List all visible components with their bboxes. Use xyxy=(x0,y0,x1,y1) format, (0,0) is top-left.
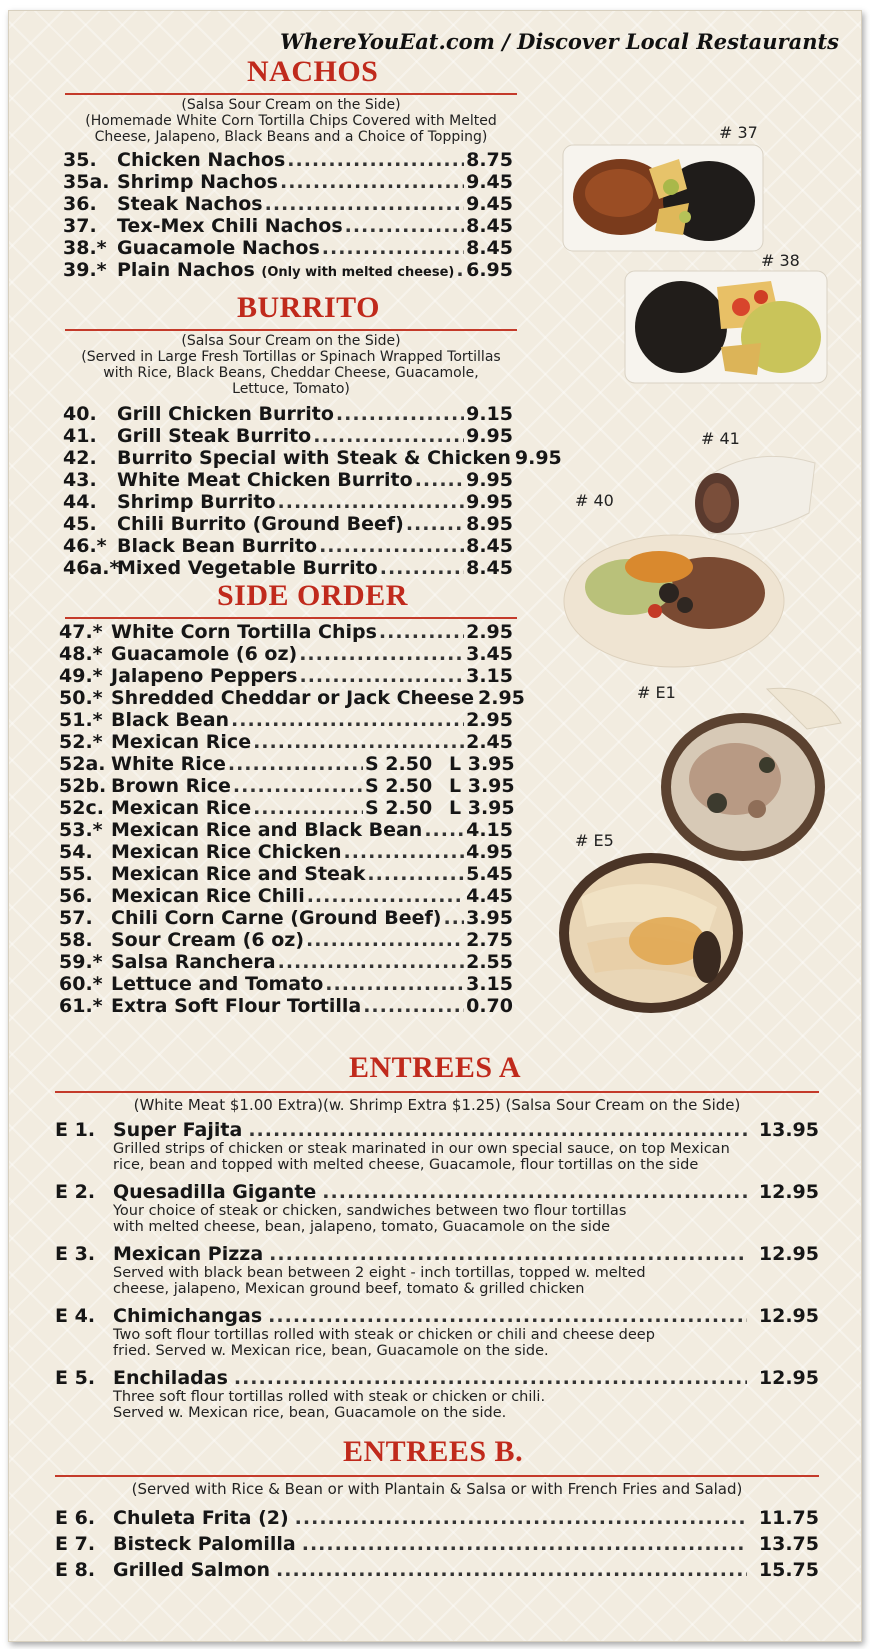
side-order-list xyxy=(59,621,525,1017)
photo-label-41: # 41 xyxy=(701,429,740,448)
menu-item: 39.* Plain Nachos (Only with melted cheese) ..... 6.95 xyxy=(63,259,513,281)
entrees-a-title: ENTREES A xyxy=(349,1051,522,1084)
burrito-photo-40 xyxy=(559,523,789,673)
menu-item: 55. Mexican Rice and Steak ..... 5.45 xyxy=(59,863,513,885)
nachos-photo-38 xyxy=(621,267,831,387)
burrito-rule xyxy=(65,329,517,331)
entrees-a-note: (White Meat $1.00 Extra)(w. Shrimp Extra $1.25) (Salsa Sour Cream on the Side) xyxy=(133,1096,741,1114)
photo-label-40: # 40 xyxy=(575,491,614,510)
menu-item: 40. Grill Chicken Burrito ..... 9.15 xyxy=(63,403,513,425)
site-watermark: WhereYouEat.com / Discover Local Restaurants xyxy=(280,29,839,54)
menu-item: 42. Burrito Special with Steak & Chicken 9.95 xyxy=(63,447,562,469)
menu-item: 45. Chili Burrito (Ground Beef) ..... 8.95 xyxy=(63,513,513,535)
menu-item: 52a. White Rice ..... S 2.50 L 3.95 xyxy=(59,753,513,775)
burrito-list xyxy=(63,403,562,579)
entree-item: E 6. Chuleta Frita (2) ..... 11.75 xyxy=(55,1507,819,1529)
menu-item: 44. Shrimp Burrito ..... 9.95 xyxy=(63,491,513,513)
burrito-note: (Salsa Sour Cream on the Side) (Served in Large Fresh Tortillas or Spinach Wrapped Tortillas with Rice, Black Beans, Cheddar Cheese, Guacamole, Lettuce, Tomato) xyxy=(81,333,501,397)
menu-item: 52b. Brown Rice ..... S 2.50 L 3.95 xyxy=(59,775,513,797)
photo-label-E5: # E5 xyxy=(575,831,614,850)
menu-item: 41. Grill Steak Burrito ..... 9.95 xyxy=(63,425,513,447)
entrees-a-rule xyxy=(55,1091,819,1093)
entrees-b-rule xyxy=(55,1475,819,1477)
menu-item: 35. Chicken Nachos ..... 8.75 xyxy=(63,149,513,171)
menu-item: 60.* Lettuce and Tomato ..... 3.15 xyxy=(59,973,513,995)
entree-item: E 3. Mexican Pizza ..... 12.95 Served with black bean between 2 eight - inch tortillas, topped w. melted cheese, jalapeno, Mexican ground beef, tomato & grilled chicken xyxy=(55,1243,819,1297)
menu-item: 56. Mexican Rice Chili ..... 4.45 xyxy=(59,885,513,907)
photo-label-38: # 38 xyxy=(761,251,800,270)
nachos-note: (Salsa Sour Cream on the Side) (Homemade White Corn Tortilla Chips Covered with Melted Cheese, Jalapeno, Black Beans and a Choice of Topping) xyxy=(85,97,497,145)
menu-page xyxy=(8,10,862,1642)
menu-item: 48.* Guacamole (6 oz) ..... 3.45 xyxy=(59,643,513,665)
menu-item: 52.* Mexican Rice ..... 2.45 xyxy=(59,731,513,753)
photo-label-E1: # E1 xyxy=(637,683,676,702)
entree-item: E 1. Super Fajita ..... 13.95 Grilled strips of chicken or steak marinated in our own special sauce, on top Mexican rice, bean and topped with melted cheese, Guacamole, flour tortillas on the side xyxy=(55,1119,819,1173)
nachos-title: NACHOS xyxy=(247,55,379,88)
menu-item: 36. Steak Nachos ..... 9.45 xyxy=(63,193,513,215)
entree-item: E 2. Quesadilla Gigante ..... 12.95 Your choice of steak or chicken, sandwiches between two flour tortillas with melted cheese, bean, jalapeno, tomato, Guacamole on the side xyxy=(55,1181,819,1235)
entrees-b-note: (Served with Rice & Bean or with Plantain & Salsa or with French Fries and Salad) xyxy=(131,1480,743,1498)
entree-item: E 4. Chimichangas ..... 12.95 Two soft flour tortillas rolled with steak or chicken or chili and cheese deep fried. Served w. Mexican rice, bean, Guacamole on the side. xyxy=(55,1305,819,1359)
entree-photo-E5 xyxy=(557,847,747,1017)
menu-item: 57. Chili Corn Carne (Ground Beef) ..... 3.95 xyxy=(59,907,513,929)
menu-item: 47.* White Corn Tortilla Chips ..... 2.95 xyxy=(59,621,513,643)
entree-photo-E1 xyxy=(657,683,847,863)
nachos-photo-37 xyxy=(559,139,769,257)
menu-item: 43. White Meat Chicken Burrito ..... 9.95 xyxy=(63,469,513,491)
nachos-rule xyxy=(65,93,517,95)
side-order-title: SIDE ORDER xyxy=(217,579,408,612)
menu-item: 50.* Shredded Cheddar or Jack Cheese 2.95 xyxy=(59,687,525,709)
photo-label-37: # 37 xyxy=(719,123,758,142)
entree-item: E 7. Bisteck Palomilla ..... 13.75 xyxy=(55,1533,819,1555)
menu-item: 58. Sour Cream (6 oz) ..... 2.75 xyxy=(59,929,513,951)
side-order-rule xyxy=(65,617,517,619)
menu-item: 37. Tex-Mex Chili Nachos ..... 8.45 xyxy=(63,215,513,237)
entrees-b-title: ENTREES B. xyxy=(343,1435,524,1468)
menu-item: 35a. Shrimp Nachos ..... 9.45 xyxy=(63,171,513,193)
entree-item: E 5. Enchiladas ..... 12.95 Three soft flour tortillas rolled with steak or chicken or chili. Served w. Mexican rice, bean, Guacamole on the side. xyxy=(55,1367,819,1421)
entree-item: E 8. Grilled Salmon ..... 15.75 xyxy=(55,1559,819,1581)
burrito-title: BURRITO xyxy=(237,291,380,324)
menu-item: 59.* Salsa Ranchera ..... 2.55 xyxy=(59,951,513,973)
menu-item: 61.* Extra Soft Flour Tortilla ..... 0.70 xyxy=(59,995,513,1017)
menu-item: 54. Mexican Rice Chicken ..... 4.95 xyxy=(59,841,513,863)
menu-item: 46a.* Mixed Vegetable Burrito ..... 8.45 xyxy=(63,557,513,579)
menu-item: 53.* Mexican Rice and Black Bean ..... 4.15 xyxy=(59,819,513,841)
nachos-list xyxy=(63,149,513,281)
menu-item: 46.* Black Bean Burrito ..... 8.45 xyxy=(63,535,513,557)
menu-item: 52c. Mexican Rice ..... S 2.50 L 3.95 xyxy=(59,797,513,819)
menu-item: 38.* Guacamole Nachos ..... 8.45 xyxy=(63,237,513,259)
menu-item: 49.* Jalapeno Peppers ..... 3.15 xyxy=(59,665,513,687)
menu-item: 51.* Black Bean ..... 2.95 xyxy=(59,709,513,731)
